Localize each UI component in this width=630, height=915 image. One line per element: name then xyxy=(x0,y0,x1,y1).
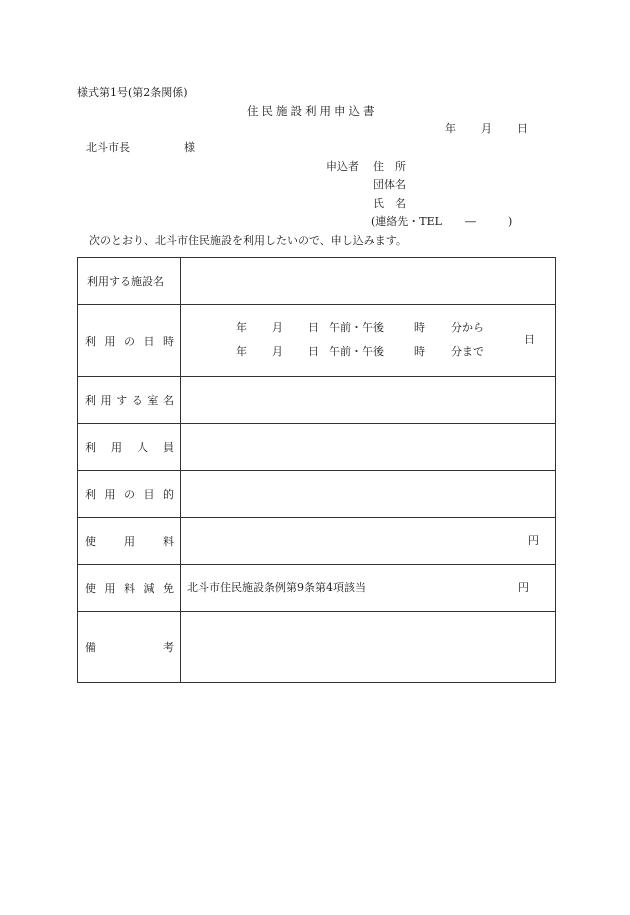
label-char: る xyxy=(131,394,143,407)
label-char: 料 xyxy=(163,535,174,548)
fee-label-cell xyxy=(78,518,181,565)
label-char: 用 xyxy=(104,334,116,348)
dt2-day: 日 xyxy=(308,345,319,358)
row-reduction xyxy=(78,565,556,612)
fee-unit: 円 xyxy=(528,534,539,547)
room-label-cell xyxy=(78,377,181,424)
dt2-minute: 分まで xyxy=(451,345,484,358)
applicant-contact-close: ) xyxy=(508,215,513,228)
purpose-label-cell xyxy=(78,471,181,518)
row-datetime xyxy=(78,305,556,377)
addressee: 北斗市長 xyxy=(86,141,130,154)
purpose-value-cell[interactable] xyxy=(181,471,556,518)
label-char: 目 xyxy=(143,488,155,501)
label-char: 室 xyxy=(147,394,159,407)
label-char: 利 xyxy=(85,441,96,454)
label-char: 名 xyxy=(162,394,174,407)
label-char: 減 xyxy=(143,582,155,595)
remarks-value-cell[interactable] xyxy=(181,612,556,683)
page-title: 住民施設利用申込書 xyxy=(247,104,378,118)
dt1-year: 年 xyxy=(236,321,247,334)
label-char: 使 xyxy=(85,582,96,595)
label-char: の xyxy=(124,334,135,348)
reduction-text: 北斗市住民施設条例第9条第4項該当 xyxy=(187,581,366,594)
label-char: 用 xyxy=(104,488,116,501)
dt1-month: 月 xyxy=(272,321,283,334)
applicant-contact-label: (連絡先・TEL xyxy=(371,215,442,228)
label-char: 備 xyxy=(85,641,96,654)
purpose-label xyxy=(85,486,174,502)
label-char: 人 xyxy=(137,441,148,454)
row-purpose xyxy=(78,471,556,518)
addressee-suffix: 様 xyxy=(184,141,195,154)
dt2-year: 年 xyxy=(236,345,247,358)
fee-value-cell[interactable] xyxy=(181,518,556,565)
facility-label-cell xyxy=(78,258,181,305)
reduction-label xyxy=(85,580,174,596)
dt2-month: 月 xyxy=(272,345,283,358)
reduction-value-cell[interactable] xyxy=(181,565,556,612)
row-facility xyxy=(78,258,556,305)
facility-label: 利用する施設名 xyxy=(87,275,164,288)
applicant-organization-label: 団体名 xyxy=(373,178,406,191)
room-label xyxy=(85,392,174,408)
label-char: の xyxy=(124,488,135,501)
row-remarks xyxy=(78,612,556,683)
dt-days-label: 日 xyxy=(524,333,535,346)
label-char: 用 xyxy=(100,394,112,407)
label-char: 時 xyxy=(163,334,174,348)
label-char: 員 xyxy=(163,441,174,454)
datetime-label xyxy=(85,333,174,349)
people-label-cell xyxy=(78,424,181,471)
applicant-contact-dash: ― xyxy=(465,215,476,228)
datetime-value-cell[interactable] xyxy=(181,305,556,377)
label-char: 日 xyxy=(143,334,155,348)
label-char: 用 xyxy=(111,441,122,454)
reduction-label-cell xyxy=(78,565,181,612)
label-char: 利 xyxy=(85,488,96,501)
datetime-label-cell xyxy=(78,305,181,377)
dt2-hour: 時 xyxy=(414,345,425,358)
applicant-name-label: 氏 名 xyxy=(373,197,406,210)
application-table xyxy=(77,257,556,683)
label-char: 的 xyxy=(163,488,174,501)
label-char: 免 xyxy=(163,582,174,595)
label-char: 料 xyxy=(124,582,135,595)
label-char: 利 xyxy=(85,394,96,407)
dt1-day: 日 xyxy=(308,321,319,334)
date-month-label: 月 xyxy=(481,122,492,135)
facility-value-cell[interactable] xyxy=(181,258,556,305)
label-char: 用 xyxy=(124,535,135,548)
room-value-cell[interactable] xyxy=(181,377,556,424)
applicant-label: 申込者 xyxy=(326,160,359,173)
label-char: 利 xyxy=(85,334,96,348)
reduction-unit: 円 xyxy=(518,581,529,594)
people-label xyxy=(85,439,174,455)
applicant-address-label: 住 所 xyxy=(373,160,406,173)
label-char: 用 xyxy=(104,582,116,595)
date-year-label: 年 xyxy=(445,122,456,135)
label-char: 使 xyxy=(85,535,96,548)
dt2-ampm: 午前・午後 xyxy=(329,345,384,358)
form-number: 様式第1号(第2条関係) xyxy=(77,86,188,99)
date-day-label: 日 xyxy=(517,122,528,135)
label-char: 考 xyxy=(163,641,174,654)
label-char: す xyxy=(116,394,128,407)
dt1-minute: 分から xyxy=(451,321,484,334)
dt1-hour: 時 xyxy=(414,321,425,334)
fee-label xyxy=(85,533,174,549)
people-value-cell[interactable] xyxy=(181,424,556,471)
row-room xyxy=(78,377,556,424)
intro-text: 次のとおり、北斗市住民施設を利用したいので、申し込みます。 xyxy=(89,234,407,247)
dt1-ampm: 午前・午後 xyxy=(329,321,384,334)
remarks-label-cell xyxy=(78,612,181,683)
remarks-label xyxy=(85,639,174,655)
row-people xyxy=(78,424,556,471)
row-fee xyxy=(78,518,556,565)
